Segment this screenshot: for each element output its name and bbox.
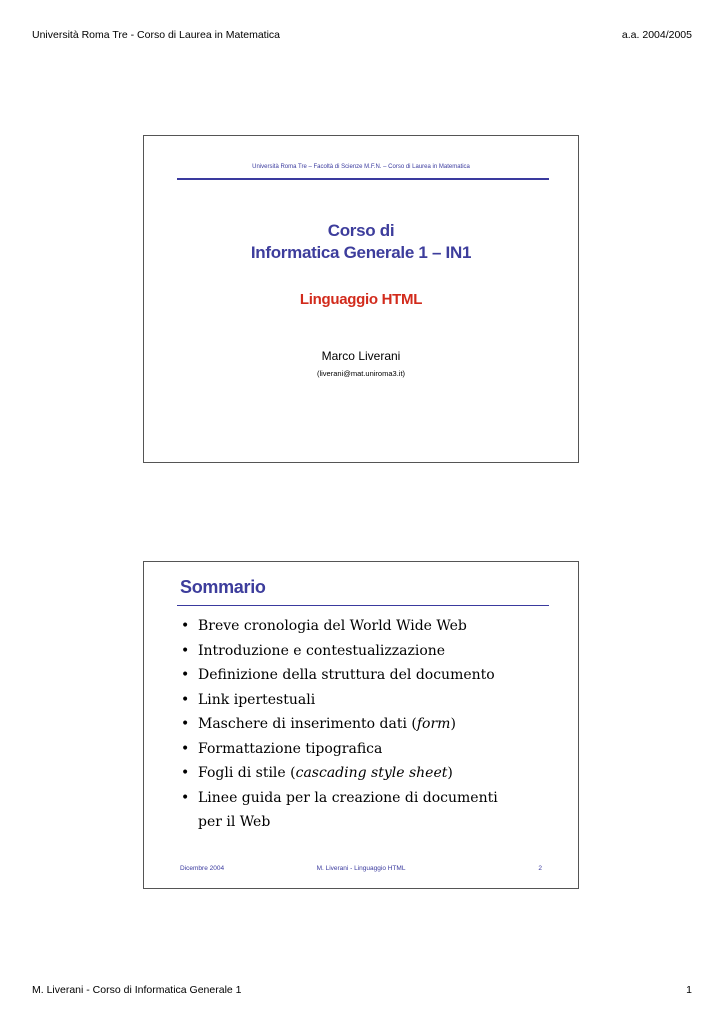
- slide-1-subtitle: Linguaggio HTML: [299, 291, 423, 308]
- list-item: [181, 614, 561, 639]
- list-item-text: Maschere di inserimento dati (: [198, 716, 417, 732]
- list-item-text: Fogli di stile (: [198, 765, 296, 781]
- list-item: [181, 639, 561, 664]
- list-item-text-end: ): [450, 716, 456, 732]
- bullet-icon: •: [181, 716, 190, 732]
- slide-2-bullet-list: [181, 614, 561, 835]
- slide-1-email: (liverani@mat.uniroma3.it): [316, 369, 406, 378]
- bullet-icon: •: [181, 765, 190, 781]
- bullet-icon: •: [181, 642, 190, 659]
- list-item-text-continued: per il Web: [198, 814, 271, 830]
- slide-1-header-rule: [177, 178, 549, 180]
- slide-1-title: [144, 220, 578, 264]
- bullet-icon: •: [181, 691, 190, 708]
- list-item-text: Formattazione tipografica: [198, 740, 383, 757]
- slide-1-title-line-1: Corso di: [327, 221, 395, 240]
- slide-2-title-rule: [177, 605, 549, 606]
- page-header-right: a.a. 2004/2005: [621, 29, 692, 41]
- list-item-italic-text: form: [416, 716, 451, 732]
- slide-2-footer-number: 2: [538, 865, 542, 872]
- bullet-icon: •: [181, 740, 190, 757]
- bullet-icon: •: [181, 667, 190, 683]
- list-item: [181, 663, 561, 688]
- slide-2-footer-date: Dicembre 2004: [180, 865, 225, 872]
- list-item: [181, 786, 561, 835]
- slide-1-header: Università Roma Tre – Facoltà di Scienze M.F.N. – Corso di Laurea in Matematica: [252, 164, 470, 170]
- slide-2: [143, 561, 579, 889]
- page-footer-left: M. Liverani - Corso di Informatica Generale 1: [32, 984, 242, 996]
- list-item-text: Link ipertestuali: [198, 691, 316, 708]
- list-item: [181, 737, 561, 762]
- slide-1-title-line-2: Informatica Generale 1 – IN1: [250, 243, 472, 262]
- slide-1-author: Marco Liverani: [321, 349, 401, 363]
- list-item: [181, 712, 561, 737]
- bullet-icon: •: [181, 618, 190, 634]
- list-item-text: Linee guida per la creazione di documenti: [198, 789, 498, 806]
- page-number: 1: [686, 984, 692, 996]
- slide-1: [143, 135, 579, 463]
- list-item-text-end: ): [447, 765, 453, 781]
- slide-2-footer-title: M. Liverani - Linguaggio HTML: [316, 865, 406, 872]
- list-item: [181, 688, 561, 713]
- list-item-text: Definizione della struttura del documento: [198, 667, 495, 683]
- bullet-icon: •: [181, 789, 190, 806]
- list-item-text: Introduzione e contestualizzazione: [198, 642, 446, 659]
- list-item-italic-text: cascading style sheet: [295, 765, 448, 781]
- slide-2-title: Sommario: [180, 577, 266, 597]
- page-header-left: Università Roma Tre - Corso di Laurea in Matematica: [32, 29, 281, 41]
- list-item-text: Breve cronologia del World Wide Web: [198, 618, 467, 634]
- list-item: [181, 761, 561, 786]
